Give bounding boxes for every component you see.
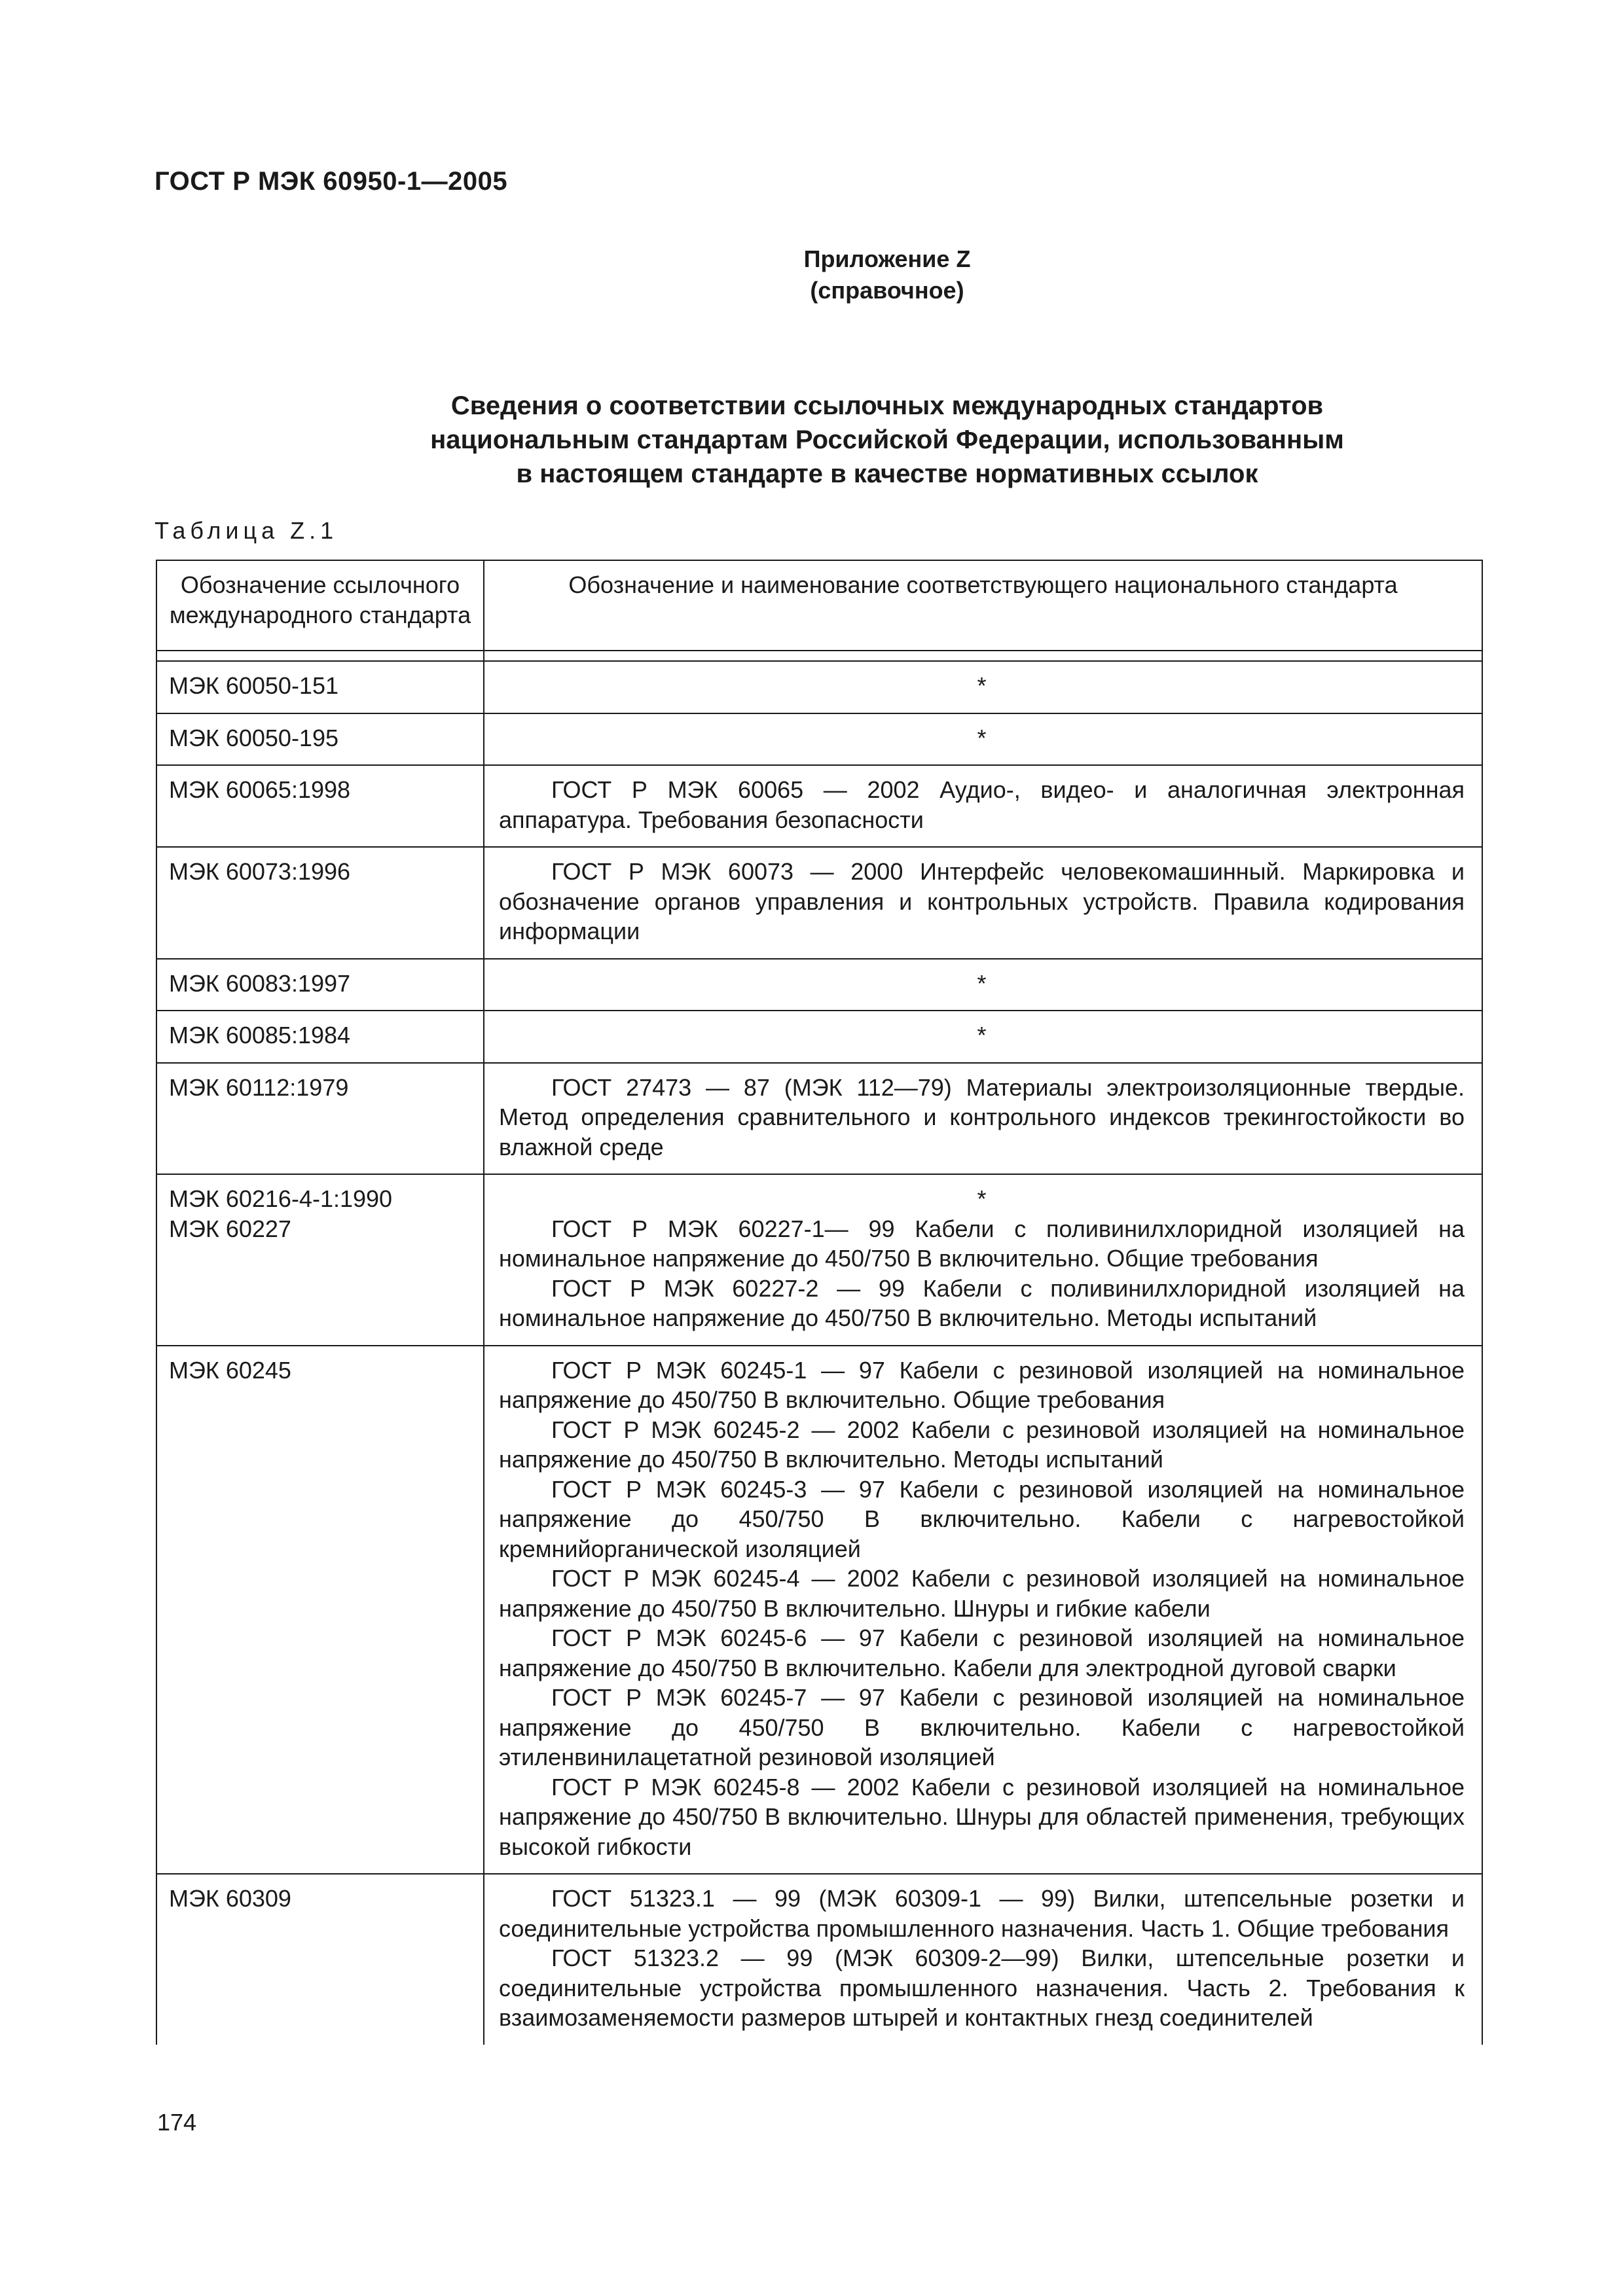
national-standard-cell bbox=[484, 1063, 1482, 1175]
international-standard-code: МЭК 60216-4-1:1990 bbox=[169, 1185, 393, 1212]
annex-heading bbox=[0, 243, 1623, 306]
national-standard-entry: ГОСТ Р МЭК 60245-3 — 97 Кабели с резиновой изоляцией на номинальное напряжение до 450/750 В включительно. Кабели с нагревостойкой кремнийорганической изоляцией bbox=[499, 1475, 1465, 1562]
national-standard-cell bbox=[484, 959, 1482, 1011]
international-standard-code: МЭК 60050-195 bbox=[169, 724, 338, 751]
national-standard-entry: ГОСТ Р МЭК 60245-6 — 97 Кабели с резиновой изоляцией на номинальное напряжение до 450/750 В включительно. Кабели для электродной дуговой сварки bbox=[499, 1624, 1465, 1681]
table-row bbox=[156, 661, 1482, 713]
table-row bbox=[156, 1874, 1482, 2045]
national-standard-cell bbox=[484, 847, 1482, 959]
annex-label: Приложение Z bbox=[803, 245, 971, 272]
annex-title bbox=[0, 389, 1623, 491]
table-row bbox=[156, 765, 1482, 847]
title-line: национальным стандартам Российской Федерации, использованным bbox=[430, 425, 1344, 454]
international-standard-code: МЭК 60065:1998 bbox=[169, 776, 351, 803]
international-standard-cell bbox=[156, 959, 484, 1011]
international-standard-code: МЭК 60245 bbox=[169, 1356, 291, 1384]
international-standard-cell bbox=[156, 1874, 484, 2045]
national-standard-entry: ГОСТ 51323.2 — 99 (МЭК 60309-2—99) Вилки, штепсельные розетки и соединительные устройства промышленного назначения. Часть 2. Требования к взаимозаменяемости размеров штырей и контактных гнезд соединителей bbox=[499, 1945, 1465, 2031]
national-standard-entry: ГОСТ 51323.1 — 99 (МЭК 60309-1 — 99) Вилки, штепсельные розетки и соединительные устройства промышленного назначения. Часть 1. Общие требования bbox=[499, 1885, 1465, 1942]
no-equivalent-marker: * bbox=[977, 724, 987, 751]
title-line: Сведения о соответствии ссылочных международных стандартов bbox=[450, 391, 1324, 420]
international-standard-code: МЭК 60227 bbox=[169, 1215, 291, 1242]
no-equivalent-marker: * bbox=[977, 1185, 987, 1212]
reference-standards-table bbox=[156, 560, 1483, 2045]
national-standard-cell bbox=[484, 1011, 1482, 1063]
national-standard-entry: ГОСТ Р МЭК 60245-7 — 97 Кабели с резиновой изоляцией на номинальное напряжение до 450/750 В включительно. Кабели с нагревостойкой этиленвинилацетатной резиновой изоляцией bbox=[499, 1684, 1465, 1770]
international-standard-code: МЭК 60083:1997 bbox=[169, 969, 351, 997]
national-standard-cell bbox=[484, 765, 1482, 847]
no-equivalent-marker: * bbox=[977, 1022, 987, 1049]
title-line: в настоящем стандарте в качестве нормативных ссылок bbox=[516, 459, 1258, 488]
table-header-row bbox=[156, 560, 1482, 651]
annex-status: (справочное) bbox=[810, 277, 964, 304]
international-standard-cell bbox=[156, 713, 484, 766]
table-row bbox=[156, 713, 1482, 766]
international-standard-cell bbox=[156, 1011, 484, 1063]
international-standard-code: МЭК 60112:1979 bbox=[169, 1073, 349, 1101]
national-standard-cell bbox=[484, 713, 1482, 766]
table-row bbox=[156, 1174, 1482, 1346]
no-equivalent-marker: * bbox=[977, 672, 987, 699]
national-standard-cell bbox=[484, 1874, 1482, 2045]
table-row bbox=[156, 1011, 1482, 1063]
national-standard-entry: ГОСТ Р МЭК 60245-2 — 2002 Кабели с резиновой изоляцией на номинальное напряжение до 450/750 В включительно. Методы испытаний bbox=[499, 1416, 1465, 1473]
page-number: 174 bbox=[157, 2109, 197, 2136]
table-row bbox=[156, 1346, 1482, 1874]
separator-cell bbox=[484, 651, 1482, 661]
national-standard-entry: ГОСТ Р МЭК 60227-1— 99 Кабели с поливинилхлоридной изоляцией на номинальное напряжение до 450/750 В включительно. Общие требования bbox=[499, 1215, 1465, 1272]
table-row bbox=[156, 959, 1482, 1011]
international-standard-code: МЭК 60073:1996 bbox=[169, 858, 351, 885]
national-standard-cell bbox=[484, 661, 1482, 713]
international-standard-cell bbox=[156, 847, 484, 959]
national-standard-entry: ГОСТ Р МЭК 60245-8 — 2002 Кабели с резиновой изоляцией на номинальное напряжение до 450/750 В включительно. Шнуры для областей применения, требующих высокой гибкости bbox=[499, 1773, 1465, 1860]
column-header-international: Обозначение ссылочного международного стандарта bbox=[156, 560, 484, 651]
table-caption: Таблица Z.1 bbox=[155, 517, 338, 544]
column-header-national: Обозначение и наименование соответствующего национального стандарта bbox=[484, 560, 1482, 651]
international-standard-code: МЭК 60085:1984 bbox=[169, 1022, 351, 1049]
table-row bbox=[156, 1063, 1482, 1175]
international-standard-cell bbox=[156, 1063, 484, 1175]
national-standard-entry: ГОСТ 27473 — 87 (МЭК 112—79) Материалы электроизоляционные твердые. Метод определения сравнительного и контрольного индексов трекингостойкости во влажной среде bbox=[499, 1073, 1465, 1160]
table-row bbox=[156, 847, 1482, 959]
table-body bbox=[156, 651, 1482, 2045]
national-standard-entry: ГОСТ Р МЭК 60065 — 2002 Аудио-, видео- и аналогичная электронная аппаратура. Требования безопасности bbox=[499, 776, 1465, 833]
national-standard-entry: ГОСТ Р МЭК 60245-1 — 97 Кабели с резиновой изоляцией на номинальное напряжение до 450/750 В включительно. Общие требования bbox=[499, 1356, 1465, 1413]
international-standard-code: МЭК 60050-151 bbox=[169, 672, 338, 699]
document-code-header: ГОСТ Р МЭК 60950-1—2005 bbox=[155, 167, 508, 196]
separator-cell bbox=[156, 651, 484, 661]
national-standard-entry: ГОСТ Р МЭК 60073 — 2000 Интерфейс человекомашинный. Маркировка и обозначение органов управления и контрольных устройств. Правила кодирования информации bbox=[499, 858, 1465, 944]
national-standard-cell bbox=[484, 1174, 1482, 1346]
international-standard-cell bbox=[156, 765, 484, 847]
international-standard-cell bbox=[156, 661, 484, 713]
no-equivalent-marker: * bbox=[977, 969, 987, 997]
international-standard-cell bbox=[156, 1174, 484, 1346]
national-standard-cell bbox=[484, 1346, 1482, 1874]
header-separator-row bbox=[156, 651, 1482, 661]
national-standard-entry: ГОСТ Р МЭК 60227-2 — 99 Кабели с поливинилхлоридной изоляцией на номинальное напряжение до 450/750 В включительно. Методы испытаний bbox=[499, 1274, 1465, 1331]
national-standard-entry: ГОСТ Р МЭК 60245-4 — 2002 Кабели с резиновой изоляцией на номинальное напряжение до 450/750 В включительно. Шнуры и гибкие кабели bbox=[499, 1565, 1465, 1622]
international-standard-code: МЭК 60309 bbox=[169, 1885, 291, 1912]
international-standard-cell bbox=[156, 1346, 484, 1874]
